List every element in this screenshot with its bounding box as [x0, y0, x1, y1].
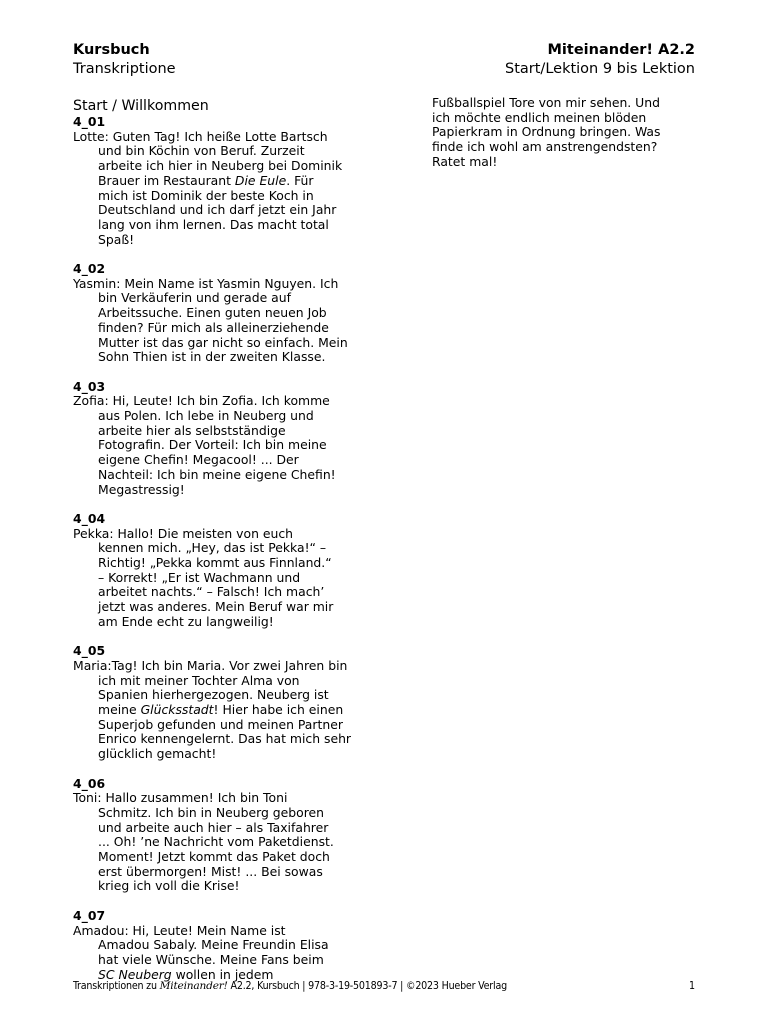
track-id: 4_07: [73, 907, 106, 923]
transcript-line: Amadou Sabaly. Meine Freundin Elisa: [98, 937, 329, 953]
transcript-line: Pekka: Hallo! Die meisten von euch: [73, 525, 294, 541]
transcript-line: krieg ich voll die Krise!: [98, 878, 240, 894]
transcript-line: arbeite hier als selbstständige: [98, 422, 286, 438]
transcript-line: Schmitz. Ich bin in Neuberg geboren: [98, 804, 325, 820]
transcript-line: Nachteil: Ich bin meine eigene Chefin!: [98, 466, 336, 482]
right-column: [432, 96, 702, 170]
transcript-line: eigene Chefin! Megacool! ... Der: [98, 452, 299, 468]
transcript-line: Lotte: Guten Tag! Ich heiße Lotte Bartsch: [73, 128, 328, 144]
track-id: 4_01: [73, 114, 106, 129]
transcript-line: Deutschland und ich darf jetzt ein Jahr: [98, 202, 337, 218]
transcript-entry-4-01: [73, 115, 373, 247]
transcript-line: jetzt was anderes. Mein Beruf war mir: [98, 599, 334, 615]
transcript-line: Mutter ist das gar nicht so einfach. Mein: [98, 334, 348, 350]
page-number: 1: [688, 980, 695, 992]
brand-name: Miteinander!: [159, 980, 228, 992]
transcript-line: Maria:Tag! Ich bin Maria. Vor zwei Jahren bin: [73, 657, 348, 673]
transcript-line: Ratet mal!: [432, 153, 498, 169]
transcript-line: meine Glücksstadt! Hier habe ich einen: [98, 702, 344, 718]
transcript-line: erst übermorgen! Mist! ... Bei sowas: [98, 863, 323, 879]
transcript-line: Zofia: Hi, Leute! Ich bin Zofia. Ich komme: [73, 393, 330, 409]
transcript-line: hat viele Wünsche. Meine Fans beim: [98, 951, 324, 967]
transcript-line: Richtig! „Pekka kommt aus Finnland.“: [98, 555, 332, 571]
transcript-line: arbeite ich hier in Neuberg bei Dominik: [98, 158, 343, 174]
transcript-line: am Ende echt zu langweilig!: [98, 613, 274, 629]
transcript-line: glücklich gemacht!: [98, 746, 217, 762]
transcript-line: kennen mich. „Hey, das ist Pekka!“ –: [98, 540, 327, 556]
document-subtitle: Transkriptione: [73, 61, 176, 77]
transcript-line: Yasmin: Mein Name ist Yasmin Nguyen. Ich: [73, 275, 339, 291]
lesson-range: Start/Lektion 9 bis Lektion: [505, 61, 695, 77]
transcript-line: Papierkram in Ordnung bringen. Was: [432, 124, 661, 140]
transcript-line: finden? Für mich als alleinerziehende: [98, 319, 329, 335]
track-id: 4_06: [73, 775, 106, 791]
club-name: SC Neuberg: [98, 966, 172, 982]
italic-city-nickname: Glücksstadt: [140, 702, 214, 718]
transcript-line: SC Neuberg wollen in jedem: [98, 966, 274, 982]
transcript-entry-4-07: [73, 909, 373, 983]
transcript-line: mich ist Dominik der beste Koch in: [98, 187, 314, 203]
transcript-line: Fußballspiel Tore von mir sehen. Und: [432, 95, 660, 110]
transcript-line: ... Oh! ’ne Nachricht vom Paketdienst.: [98, 834, 334, 850]
transcript-line: Spaß!: [98, 231, 135, 247]
header-right: [505, 41, 695, 79]
transcript-line: Brauer im Restaurant Die Eule. Für: [98, 172, 314, 188]
transcript-line: aus Polen. Ich lebe in Neuberg und: [98, 408, 314, 424]
transcript-line: Amadou: Hi, Leute! Mein Name ist: [73, 922, 286, 938]
track-id: 4_04: [73, 510, 106, 526]
restaurant-name: Die Eule: [234, 172, 287, 188]
transcript-line: Sohn Thien ist in der zweiten Klasse.: [98, 349, 326, 365]
transcript-entry-4-06: [73, 777, 373, 895]
transcript-entry-4-02: [73, 262, 373, 365]
transcript-line: Megastressig!: [98, 481, 185, 497]
transcript-entry-4-04: [73, 512, 373, 630]
transcript-line: – Korrekt! „Er ist Wachmann und: [98, 569, 301, 585]
transcript-line: Toni: Hallo zusammen! Ich bin Toni: [73, 790, 288, 806]
transcript-line: ich mit meiner Tochter Alma von: [98, 672, 300, 688]
track-id: 4_03: [73, 378, 106, 394]
header-left: [73, 41, 176, 79]
transcript-line: lang von ihm lernen. Das macht total: [98, 216, 329, 232]
transcript-line: Fotografin. Der Vorteil: Ich bin meine: [98, 437, 327, 453]
section-title: Start / Willkommen: [73, 98, 209, 114]
transcript-entry-4-05: [73, 644, 373, 762]
course-title: Miteinander! A2.2: [547, 42, 695, 58]
transcript-line: Superjob gefunden und meinen Partner: [98, 716, 343, 732]
transcript-line: und arbeite auch hier – als Taxifahrer: [98, 819, 329, 835]
transcript-line: und bin Köchin von Beruf. Zurzeit: [98, 143, 305, 159]
transcript-line: Arbeitssuche. Einen guten neuen Job: [98, 305, 327, 321]
transcript-line: ich möchte endlich meinen blöden: [432, 109, 647, 125]
track-id: 4_02: [73, 261, 106, 277]
transcript-line: Enrico kennengelernt. Das hat mich sehr: [98, 731, 352, 747]
transcript-line: finde ich wohl am anstrengendsten?: [432, 139, 658, 155]
footer-citation: Transkriptionen zu Miteinander! A2.2, Kursbuch | 978-3-19-501893-7 | ©2023 Hueber Verlag: [73, 980, 507, 992]
transcript-line: arbeitet nachts.“ – Falsch! Ich mach’: [98, 584, 325, 600]
transcript-line: Moment! Jetzt kommt das Paket doch: [98, 849, 330, 865]
book-type-title: Kursbuch: [73, 42, 150, 58]
transcript-line: bin Verkäuferin und gerade auf: [98, 290, 291, 306]
transcript-line: Spanien hierhergezogen. Neuberg ist: [98, 687, 329, 703]
left-column: [73, 96, 373, 997]
track-id: 4_05: [73, 643, 106, 659]
transcript-entry-4-03: [73, 380, 373, 498]
